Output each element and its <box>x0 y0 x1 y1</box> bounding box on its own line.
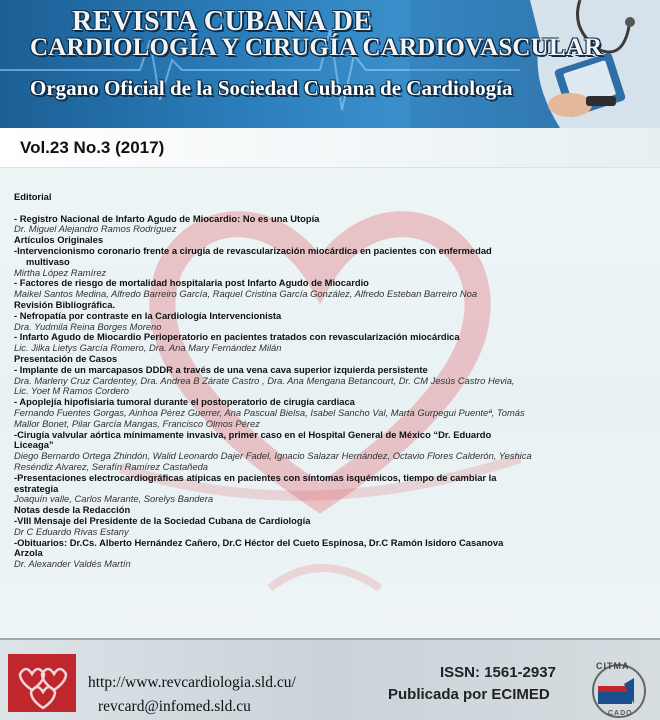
toc-article-title[interactable]: - Factores de riesgo de mortalidad hospitalaria post Infarto Agudo de Miocardio <box>14 277 369 289</box>
table-of-contents-area <box>0 168 660 638</box>
toc-gap <box>14 203 650 214</box>
toc-authors: Dr. Miguel Alejandro Ramos Rodríguez <box>14 223 177 235</box>
toc-section-heading: Artículos Originales <box>14 234 104 246</box>
journal-banner <box>0 0 660 128</box>
toc-authors: Dra. Marleny Cruz Cardentey, Dra. Andrea B Zárate Castro , Dra. Ana Mengana Betancourt, Dr. CM Jesús Castro Hevia, <box>14 374 515 386</box>
toc-list <box>14 192 650 570</box>
toc-authors: Dr. Alexander Valdés Martín <box>14 558 131 570</box>
doctor-with-stethoscope-icon <box>410 0 660 128</box>
toc-article-title[interactable]: Arzola <box>14 547 43 559</box>
citma-sub-label: CADO <box>608 710 633 717</box>
society-logo-icon <box>8 654 76 712</box>
toc-article-title[interactable]: Liceaga” <box>14 439 54 451</box>
toc-section-heading: Revisión Bibliográfica. <box>14 298 116 310</box>
toc-article-title[interactable]: -VIII Mensaje del Presidente de la Sociedad Cubana de Cardiología <box>14 514 311 526</box>
volume-label: Vol.23 No.3 (2017) <box>20 138 165 157</box>
journal-subtitle: Organo Oficial de la Sociedad Cubana de Cardiología <box>30 76 513 100</box>
toc-article-title[interactable]: -Presentaciones electrocardiográficas atípicas en pacientes con síntomas isquémicos, tiempo de cambiar la <box>14 471 497 483</box>
toc-article-title[interactable]: -Intervencionismo coronario frente a cirugía de revascularización miocárdica en pacientes con enfermedad <box>14 244 492 256</box>
volume-strip <box>0 128 660 168</box>
toc-authors: Diego Bernardo Ortega Zhindón, Walid Leonardo Dajer Fadel, Ignacio Salazar Hernández, Octavio Flores Calderón, Yeshica <box>14 450 532 462</box>
issn-label: ISSN: 1561-2937 <box>440 664 556 681</box>
toc-authors: Joaquín valle, Carlos Marante, Sorelys Bandera <box>14 493 214 505</box>
citma-label: CITMA <box>596 661 630 671</box>
journal-email-link[interactable]: revcard@infomed.sld.cu <box>98 698 251 715</box>
toc-authors: Lic. Yoet M Ramos Cordero <box>14 385 129 397</box>
toc-article-title[interactable]: -Obituarios: Dr.Cs. Alberto Hernández Cañero, Dr.C Héctor del Cueto Espinosa, Dr.C Ramón Isidoro Casanova <box>14 536 504 548</box>
toc-authors: Dra. Yudmila Reina Borges Moreno <box>14 320 162 332</box>
toc-article-title[interactable]: - Registro Nacional de Infarto Agudo de Miocardio: No es una Utopía <box>14 212 320 224</box>
toc-authors: Mallor Bonet, Pilar García Mangas, Francisco Olmos Pérez <box>14 417 260 429</box>
journal-footer <box>0 638 660 720</box>
toc-authors: Dr C Eduardo Rivas Estany <box>14 525 129 537</box>
journal-title-line1: REVISTA CUBANA DE <box>72 6 373 37</box>
toc-article-title[interactable]: - Infarto Agudo de Miocardio Perioperatorio en pacientes tratados con revascularización miocárdica <box>14 331 460 343</box>
toc-article-title[interactable]: - Implante de un marcapasos DDDR a través de una vena cava superior izquierda persistente <box>14 363 428 375</box>
publisher-label: Publicada por ECIMED <box>388 686 550 703</box>
toc-article-title[interactable]: -Cirugía valvular aórtica mínimamente invasiva, primer caso en el Hospital General de México “Dr. Eduardo <box>14 428 492 440</box>
toc-article-title[interactable]: estrategia <box>14 482 59 494</box>
toc-authors: Reséndiz Alvarez, Serafín Ramírez Castañeda <box>14 460 209 472</box>
toc-authors: Maikel Santos Medina, Alfredo Barreiro García, Raquel Cristina García González, Alfredo Esteban Barreiro Noa <box>14 288 478 300</box>
journal-url-link[interactable]: http://www.revcardiologia.sld.cu/ <box>88 674 296 691</box>
toc-article-title[interactable]: multivaso <box>26 255 70 267</box>
toc-article-title[interactable]: - Nefropatía por contraste en la Cardiología Intervencionista <box>14 309 282 321</box>
toc-section-heading: Notas desde la Redacción <box>14 504 131 516</box>
toc-article-title[interactable]: - Apoplejía hipofisiaria tumoral durante el postoperatorio de cirugía cardiaca <box>14 396 355 408</box>
journal-title-line2: CARDIOLOGÍA Y CIRUGÍA CARDIOVASCULAR <box>30 34 603 61</box>
toc-section-heading: Presentación de Casos <box>14 352 118 364</box>
toc-section-heading: Editorial <box>14 191 52 202</box>
toc-authors: Mirtha López Ramírez <box>14 266 107 278</box>
toc-authors: Fernando Fuentes Gorgas, Ainhoa Pérez Guerrer, Ana Pascual Bielsa, Isabel Sancho Val, Marta Gurpegui Puenteª, Tomás <box>14 406 525 418</box>
toc-authors: Lic. Jilka Lietys García Romero, Dra. Ana Mary Fernández Milán <box>14 342 282 354</box>
